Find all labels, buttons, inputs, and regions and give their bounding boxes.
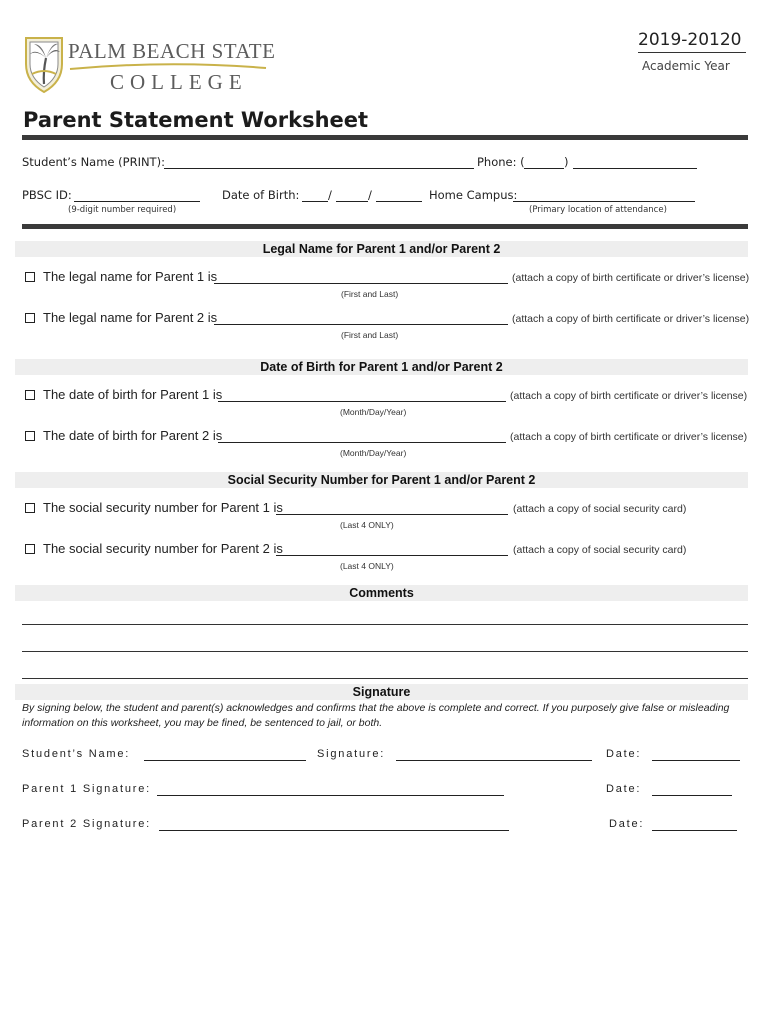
parent1-legal-name-note: (attach a copy of birth certificate or driver’s license) bbox=[512, 272, 750, 284]
dob-year-field[interactable] bbox=[376, 201, 422, 202]
comment-line-1[interactable] bbox=[22, 624, 748, 625]
parent2-signature-field[interactable] bbox=[159, 830, 509, 831]
student-signature-field[interactable] bbox=[396, 760, 592, 761]
pbsc-id-note: (9-digit number required) bbox=[68, 205, 177, 215]
comment-line-2[interactable] bbox=[22, 651, 748, 652]
home-campus-label: Home Campus: bbox=[429, 188, 518, 202]
parent1-ssn-checkbox[interactable] bbox=[25, 503, 35, 513]
ssn-section-heading: Social Security Number for Parent 1 and/or Parent 2 bbox=[15, 472, 748, 488]
home-campus-note: (Primary location of attendance) bbox=[529, 205, 667, 215]
student-name-label: Student’s Name (PRINT): bbox=[22, 155, 165, 169]
comment-line-3[interactable] bbox=[22, 678, 748, 679]
parent1-dob-note: (attach a copy of birth certificate or driver’s license) bbox=[510, 390, 748, 402]
dob-section-heading: Date of Birth for Parent 1 and/or Parent 2 bbox=[15, 359, 748, 375]
academic-year-label: Academic Year bbox=[642, 59, 730, 73]
parent1-legal-name-field[interactable] bbox=[214, 283, 508, 284]
dob-sep-1: / bbox=[328, 188, 332, 202]
student-name-sig-label: Student’s Name: bbox=[22, 748, 131, 760]
parent2-legal-name-field[interactable] bbox=[214, 324, 508, 325]
parent2-legal-name-caption: (First and Last) bbox=[341, 330, 399, 340]
signature-heading: Signature bbox=[15, 684, 748, 700]
parent2-legal-name-label: The legal name for Parent 2 is bbox=[43, 310, 218, 325]
signature-disclaimer: By signing below, the student and parent(s) acknowledges and confirms that the above is complete and correct. If you purposely give false or misleading information on this worksheet, you may be fined, be sentenced to jail, or both. bbox=[22, 702, 730, 729]
parent1-legal-name-caption: (First and Last) bbox=[341, 289, 399, 299]
dob-month-field[interactable] bbox=[302, 201, 328, 202]
parent1-ssn-label: The social security number for Parent 1 is bbox=[43, 500, 283, 515]
palm-tree-shield-icon bbox=[22, 34, 66, 94]
parent2-ssn-checkbox[interactable] bbox=[25, 544, 35, 554]
parent1-ssn-note: (attach a copy of social security card) bbox=[513, 503, 687, 515]
phone-paren-close: ) bbox=[564, 155, 569, 169]
parent2-legal-name-note: (attach a copy of birth certificate or driver’s license) bbox=[512, 313, 750, 325]
parent2-dob-label: The date of birth for Parent 2 is bbox=[43, 428, 223, 443]
parent2-date-label: Date: bbox=[609, 818, 645, 830]
parent1-signature-label: Parent 1 Signature: bbox=[22, 783, 151, 795]
parent2-legal-name-checkbox[interactable] bbox=[25, 313, 35, 323]
phone-area-code-field[interactable] bbox=[524, 168, 564, 169]
parent2-dob-caption: (Month/Day/Year) bbox=[340, 448, 407, 458]
title-rule bbox=[22, 135, 748, 140]
parent2-ssn-note: (attach a copy of social security card) bbox=[513, 544, 687, 556]
dob-label: Date of Birth: bbox=[222, 188, 300, 202]
parent2-dob-checkbox[interactable] bbox=[25, 431, 35, 441]
college-word: COLLEGE bbox=[110, 70, 248, 94]
parent1-date-label: Date: bbox=[606, 783, 642, 795]
parent1-ssn-field[interactable] bbox=[276, 514, 508, 515]
comments-heading: Comments bbox=[15, 585, 748, 601]
info-rule bbox=[22, 224, 748, 229]
academic-year-value: 2019-20120 bbox=[638, 30, 742, 50]
parent2-ssn-label: The social security number for Parent 2 is bbox=[43, 541, 283, 556]
student-signature-label: Signature: bbox=[317, 748, 386, 760]
parent2-signature-label: Parent 2 Signature: bbox=[22, 818, 151, 830]
pbsc-id-label: PBSC ID: bbox=[22, 188, 72, 202]
home-campus-field[interactable] bbox=[513, 201, 695, 202]
dob-sep-2: / bbox=[368, 188, 372, 202]
year-underline bbox=[638, 52, 746, 53]
phone-label: Phone: ( bbox=[477, 155, 525, 169]
parent1-dob-label: The date of birth for Parent 1 is bbox=[43, 387, 223, 402]
page-title: Parent Statement Worksheet bbox=[23, 108, 369, 132]
student-date-field[interactable] bbox=[652, 760, 740, 761]
legal-name-heading: Legal Name for Parent 1 and/or Parent 2 bbox=[15, 241, 748, 257]
student-name-field[interactable] bbox=[164, 168, 474, 169]
parent1-date-field[interactable] bbox=[652, 795, 732, 796]
college-logo bbox=[22, 34, 276, 96]
parent2-date-field[interactable] bbox=[652, 830, 737, 831]
parent1-dob-checkbox[interactable] bbox=[25, 390, 35, 400]
parent2-ssn-field[interactable] bbox=[276, 555, 508, 556]
parent1-dob-field[interactable] bbox=[218, 401, 506, 402]
dob-day-field[interactable] bbox=[336, 201, 368, 202]
parent1-legal-name-label: The legal name for Parent 1 is bbox=[43, 269, 218, 284]
student-name-sig-field[interactable] bbox=[144, 760, 306, 761]
phone-number-field[interactable] bbox=[573, 168, 697, 169]
pbsc-id-field[interactable] bbox=[74, 201, 200, 202]
parent1-signature-field[interactable] bbox=[157, 795, 504, 796]
parent1-legal-name-checkbox[interactable] bbox=[25, 272, 35, 282]
parent2-dob-field[interactable] bbox=[218, 442, 506, 443]
student-date-label: Date: bbox=[606, 748, 642, 760]
parent2-dob-note: (attach a copy of birth certificate or driver’s license) bbox=[510, 431, 748, 443]
college-name: PALM BEACH STATE bbox=[68, 39, 276, 63]
parent1-dob-caption: (Month/Day/Year) bbox=[340, 407, 407, 417]
parent1-ssn-caption: (Last 4 ONLY) bbox=[340, 520, 394, 530]
parent2-ssn-caption: (Last 4 ONLY) bbox=[340, 561, 394, 571]
